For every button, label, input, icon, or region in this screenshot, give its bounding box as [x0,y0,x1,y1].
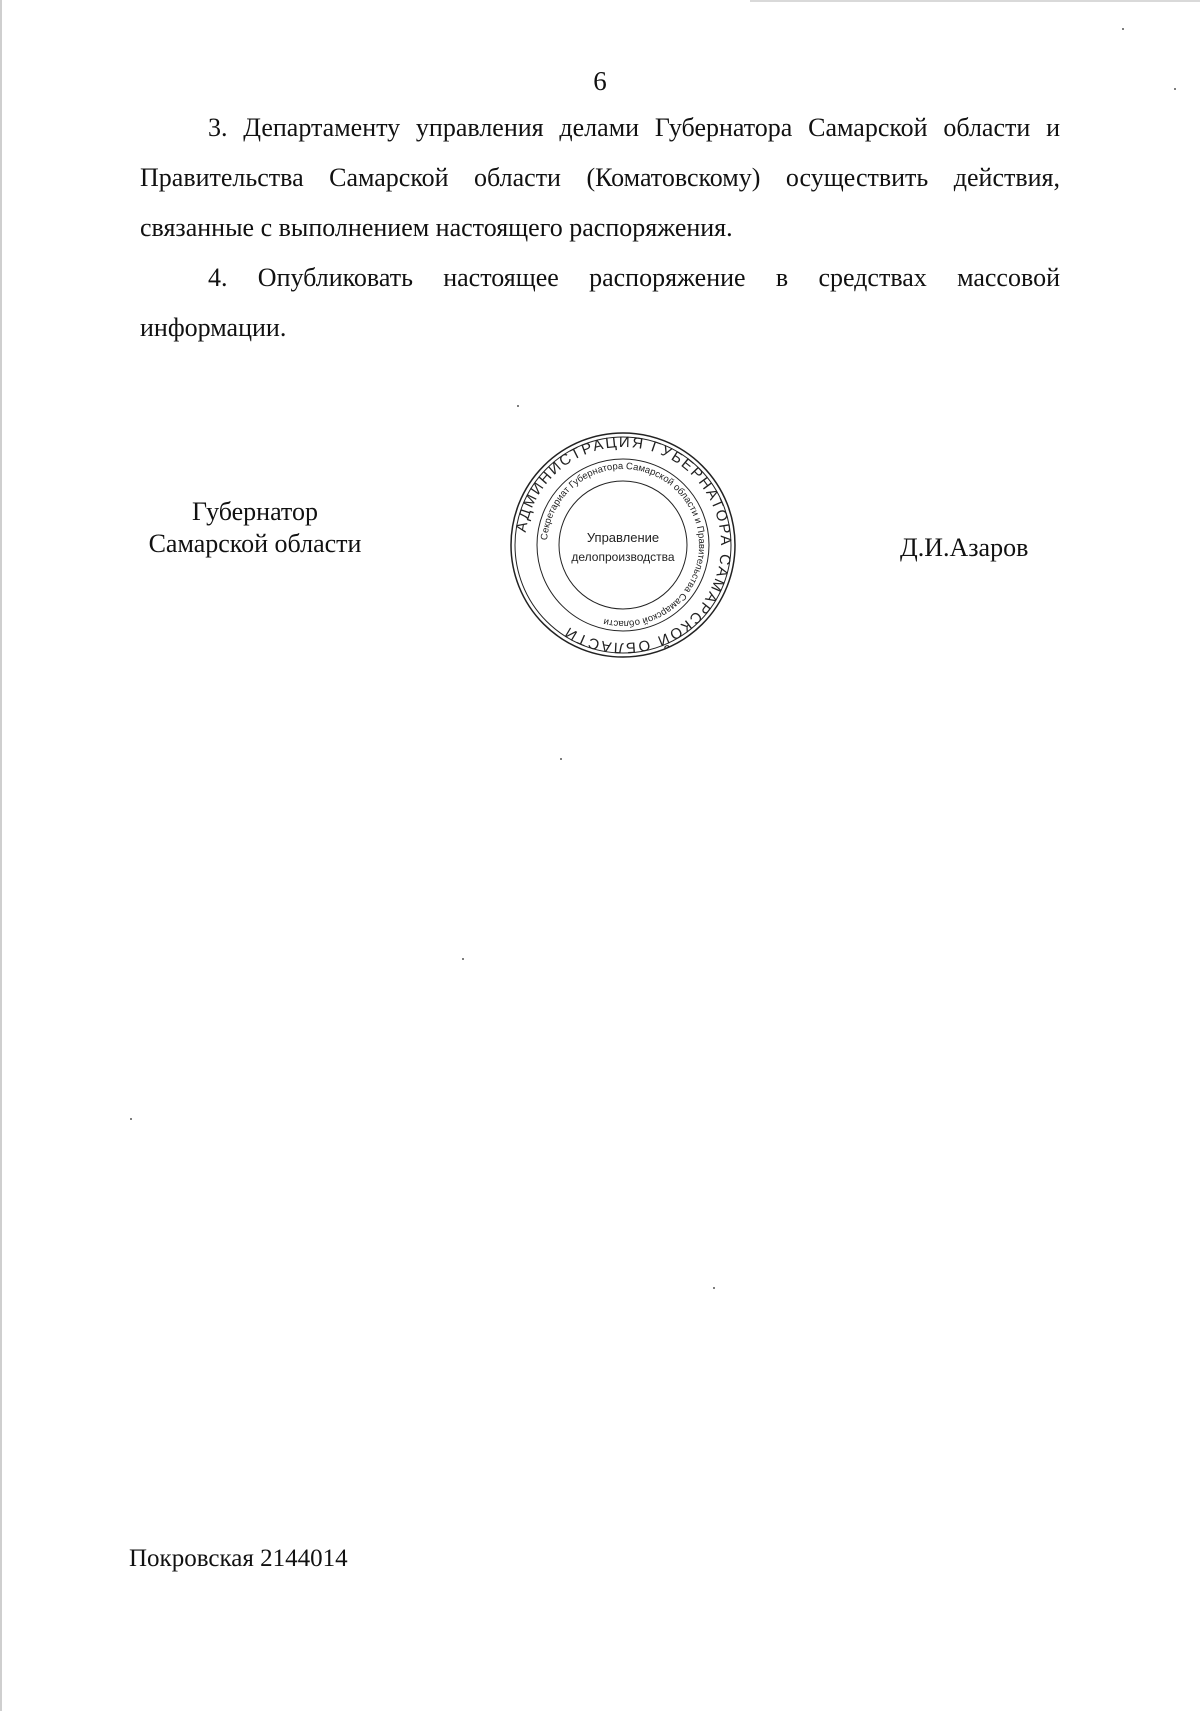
scan-speck [1122,28,1124,30]
seal-middle-ring [537,459,709,631]
executor-contact: Покровская 2144014 [129,1545,348,1572]
signature-title [125,496,385,560]
signature-title-line2: Самарской области [148,529,362,558]
signature-name: Д.И.Азаров [900,533,1029,562]
scan-speck [462,958,464,960]
scan-speck [560,758,562,760]
scan-top-edge [750,0,1200,2]
scan-speck [1174,88,1176,90]
scan-edge [0,0,2,1711]
seal-center-line2: делопроизводства [571,550,675,564]
seal-outer-text: АДМИНИСТРАЦИЯ ГУБЕРНАТОРА САМАРСКОЙ ОБЛАСТИ [512,433,735,657]
seal-center-line1: Управление [586,530,660,545]
scan-speck [517,405,519,407]
document-body [140,103,1060,353]
page-number: 6 [593,66,607,96]
official-seal [508,430,738,660]
signature-title-line1: Губернатор [192,497,318,526]
scan-speck [713,1287,715,1289]
scan-speck [130,1118,132,1120]
paragraph-4: 4. Опубликовать настоящее распоряжение в средствах массовой информации. [140,263,1060,342]
seal-inner-ring [559,481,687,609]
paragraph-3: 3. Департаменту управления делами Губернатора Самарской области и Правительства Самарской области (Коматовскому) осуществить действия, связанные с выполнением настоящего распоряжения. [140,113,1060,242]
seal-inner-text: Секретариат Губернатора Самарской области и Правительства Самарской области [539,460,708,630]
